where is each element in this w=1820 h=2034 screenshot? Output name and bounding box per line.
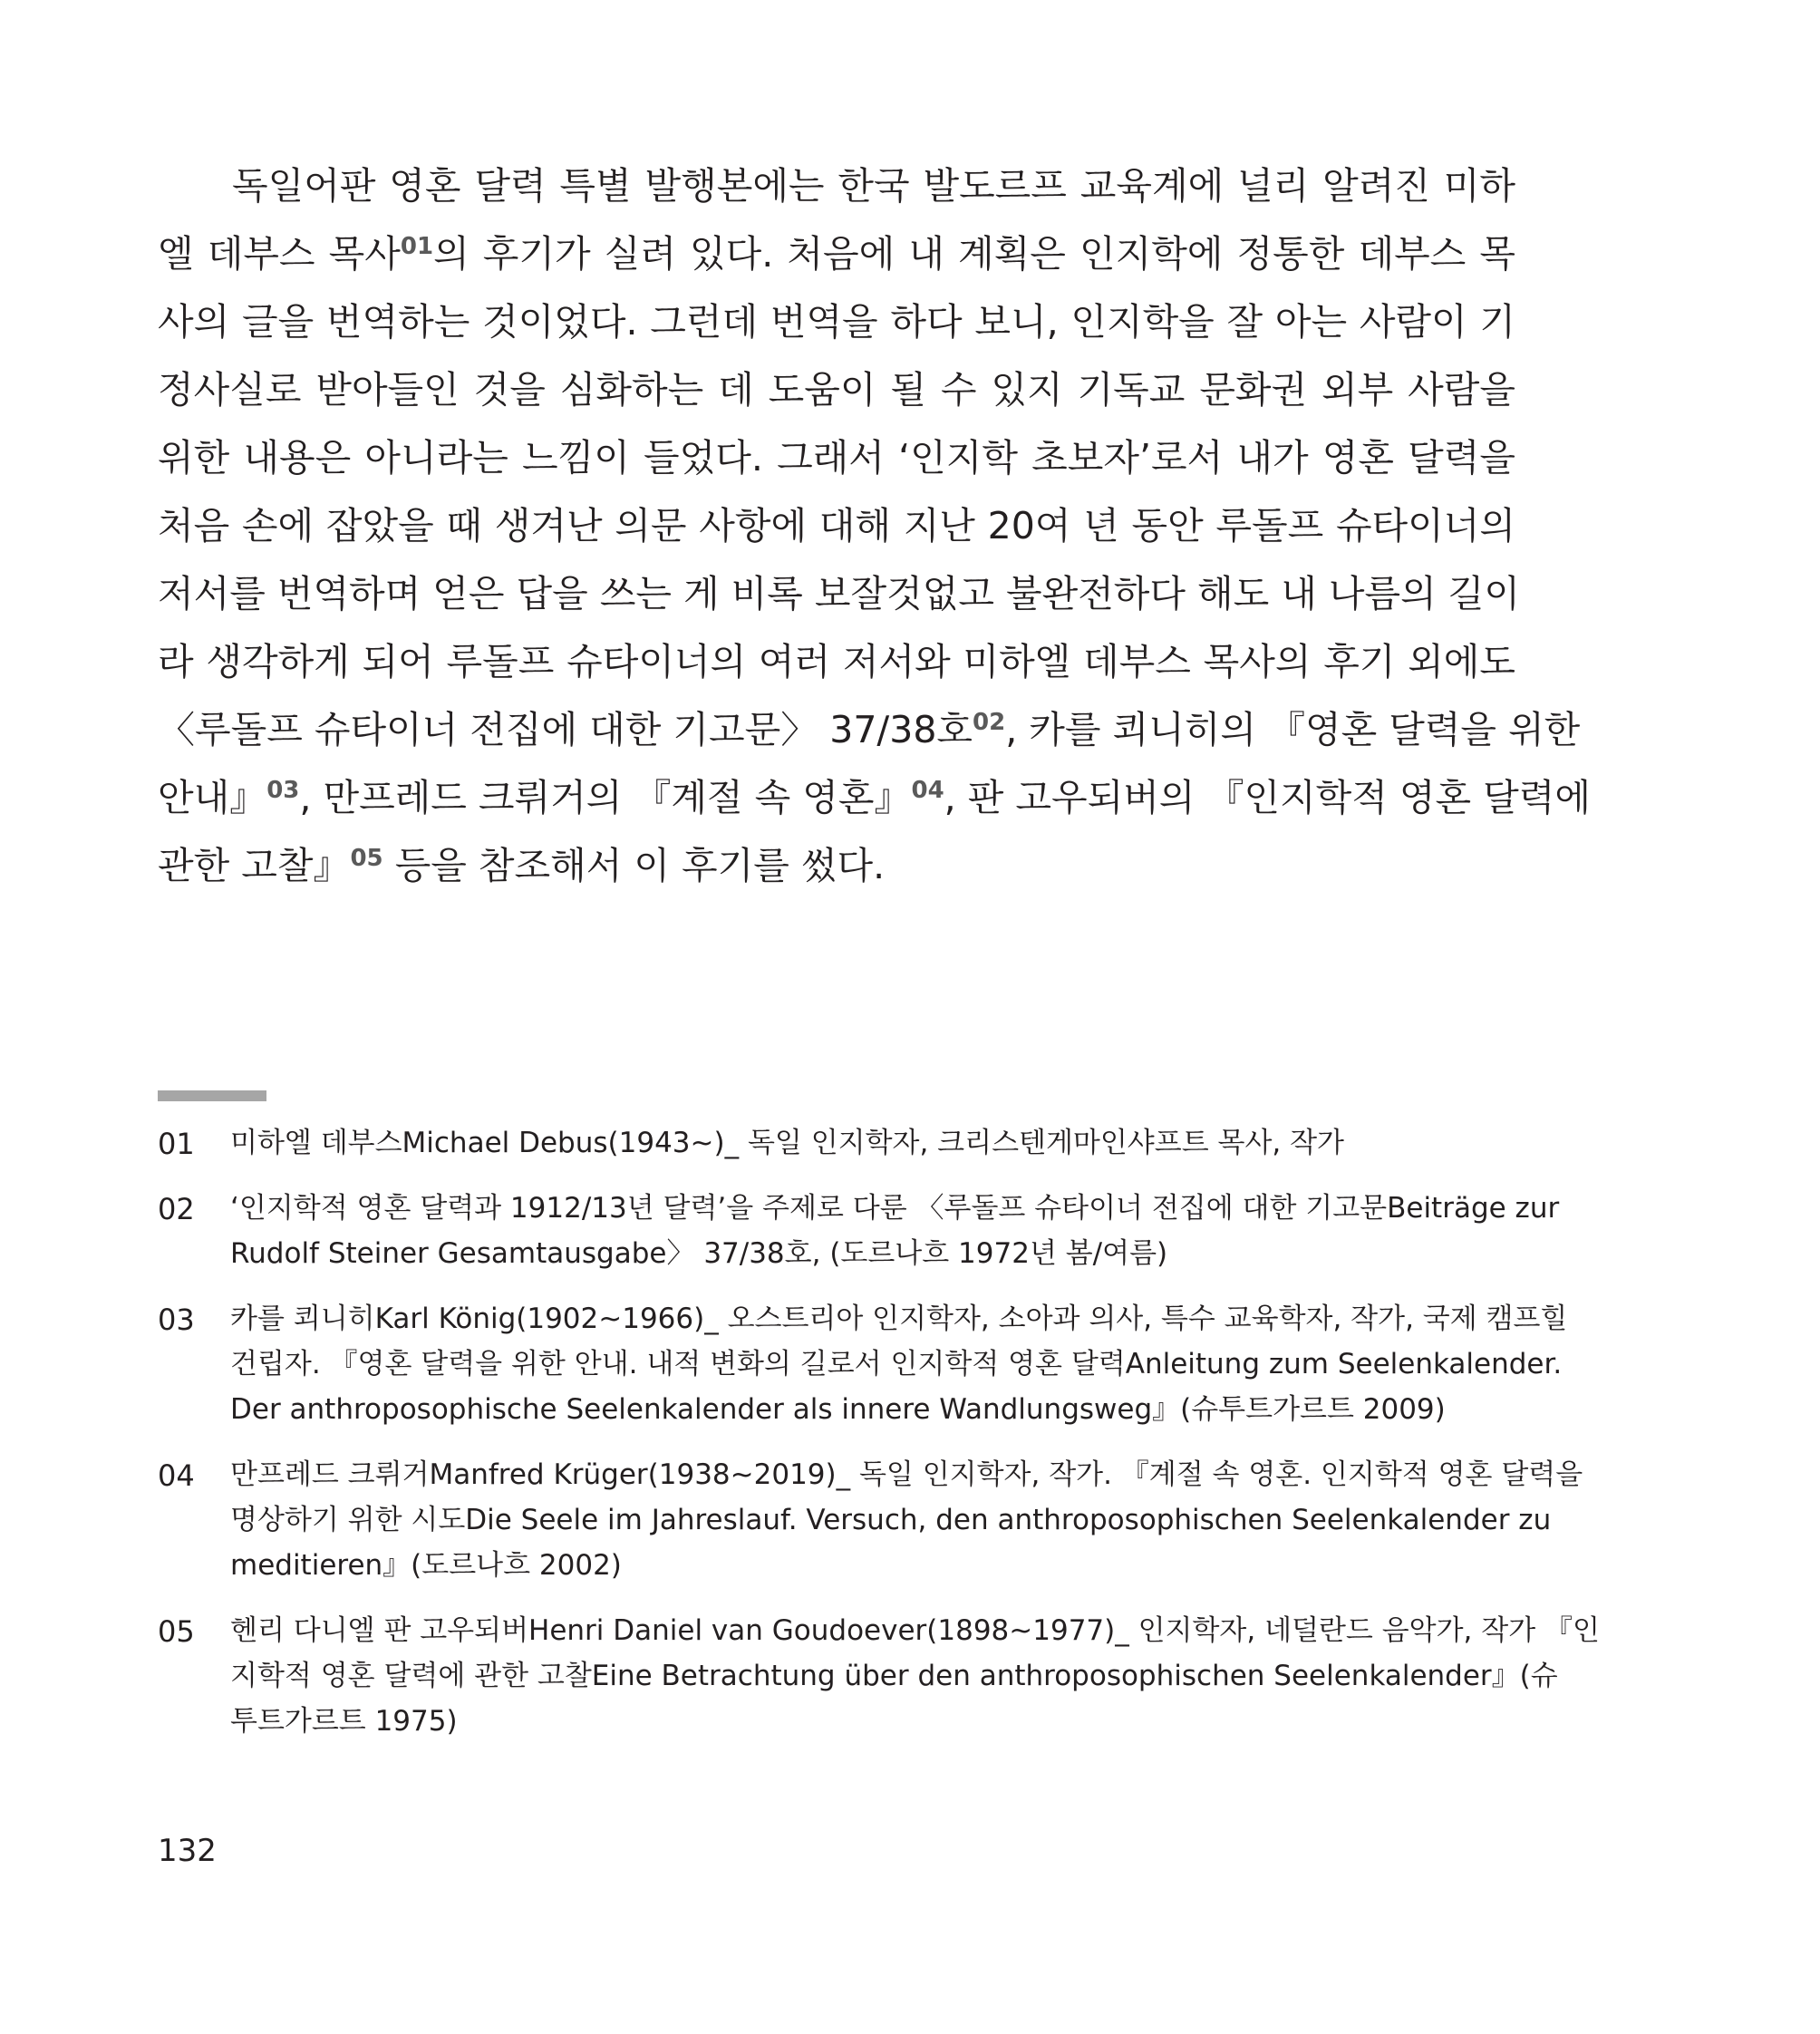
body-line-1: 독일어판 영혼 달력 특별 발행본에는 한국 발도르프 교육계에 널리 알려진 미하 xyxy=(232,164,1515,208)
body-line-9: 〈루돌프 슈타이너 전집에 대한 기고문〉 37/38호$^{02}$, 카를 쾨니히의 『영혼 달력을 위한 xyxy=(158,708,1581,751)
body-line-7: 저서를 번역하며 얻은 답을 쓰는 게 비록 보잘것없고 불완전하다 해도 내 나름의 길이 xyxy=(158,572,1520,615)
footnote-number: 05 xyxy=(158,1614,195,1649)
footnote-line: 투트가르트 1975) xyxy=(230,1705,458,1738)
footnote-line: 명상하기 위한 시도Die Seele im Jahreslauf. Versuch, den anthroposophischen Seelenkalender zu xyxy=(230,1504,1552,1536)
footnote-line: Rudolf Steiner Gesamtausgabe〉 37/38호, (도르나흐 1972년 봄/여름) xyxy=(230,1237,1168,1270)
footnote-number: 01 xyxy=(158,1127,195,1161)
body-line-5: 위한 내용은 아니라는 느낌이 들었다. 그래서 ‘인지학 초보자’로서 내가 영혼 달력을 xyxy=(158,436,1515,479)
footnote-04 xyxy=(158,1452,1583,1588)
footnote-line: 만프레드 크뤼거Manfred Krüger(1938~2019)_ 독일 인지학자, 작가. 『계절 속 영혼. 인지학적 영혼 달력을 xyxy=(230,1458,1583,1491)
footnote-line: 헨리 다니엘 판 고우되버Henri Daniel van Goudoever(1898~1977)_ 인지학자, 네덜란드 음악가, 작가 『인 xyxy=(230,1614,1600,1647)
footnote-number: 04 xyxy=(158,1458,195,1493)
footnote-ref-01[interactable]: 01 xyxy=(400,233,434,260)
footnote-05 xyxy=(158,1608,1600,1744)
footnote-line: Der anthroposophische Seelenkalender als innere Wandlungsweg』(슈투트가르트 2009) xyxy=(230,1393,1446,1426)
body-line-2: 엘 데부스 목사$^{01}$의 후기가 실려 있다. 처음에 내 계획은 인지학에 정통한 데부스 목 xyxy=(158,232,1515,276)
footnote-line: 미하엘 데부스Michael Debus(1943~)_ 독일 인지학자, 크리스텐게마인샤프트 목사, 작가 xyxy=(230,1127,1344,1159)
footnote-ref-05[interactable]: 05 xyxy=(350,845,383,872)
footnote-03 xyxy=(158,1296,1568,1432)
footnote-number: 02 xyxy=(158,1192,195,1226)
footnote-line: 지학적 영혼 달력에 관한 고찰Eine Betrachtung über den anthroposophischen Seelenkalender』(슈 xyxy=(230,1660,1558,1692)
body-line-11: 관한 고찰』$^{05}$ 등을 참조해서 이 후기를 썼다. xyxy=(158,844,886,887)
footnote-number: 03 xyxy=(158,1303,195,1337)
footnote-02 xyxy=(158,1186,1560,1276)
body-line-10: 안내』$^{03}$, 만프레드 크뤼거의 『계절 속 영혼』$^{04}$, 판 고우되버의 『인지학적 영혼 달력에 xyxy=(158,776,1591,819)
footnote-line: 카를 쾨니히Karl König(1902~1966)_ 오스트리아 인지학자, 소아과 의사, 특수 교육학자, 작가, 국제 캠프힐 xyxy=(230,1303,1568,1335)
body-text xyxy=(158,152,1591,900)
footnote-line: meditieren』(도르나흐 2002) xyxy=(230,1549,622,1582)
footnote-ref-04[interactable]: 04 xyxy=(911,777,944,804)
footnotes xyxy=(158,1120,1600,1764)
body-line-6: 처음 손에 잡았을 때 생겨난 의문 사항에 대해 지난 20여 년 동안 루돌프 슈타이너의 xyxy=(158,504,1515,547)
page-number: 132 xyxy=(158,1833,217,1869)
footnote-divider xyxy=(158,1090,266,1101)
footnote-01 xyxy=(158,1120,1515,1166)
footnote-line: 건립자. 『영혼 달력을 위한 안내. 내적 변화의 길로서 인지학적 영혼 달력Anleitung zum Seelenkalender. xyxy=(230,1348,1563,1380)
footnote-ref-02[interactable]: 02 xyxy=(973,709,1006,736)
footnote-ref-03[interactable]: 03 xyxy=(266,777,300,804)
footnote-line: ‘인지학적 영혼 달력과 1912/13년 달력’을 주제로 다룬 〈루돌프 슈타이너 전집에 대한 기고문Beiträge zur xyxy=(230,1192,1560,1225)
body-line-3: 사의 글을 번역하는 것이었다. 그런데 번역을 하다 보니, 인지학을 잘 아는 사람이 기 xyxy=(158,300,1515,344)
body-line-8: 라 생각하게 되어 루돌프 슈타이너의 여러 저서와 미하엘 데부스 목사의 후기 외에도 xyxy=(158,640,1515,683)
body-line-4: 정사실로 받아들인 것을 심화하는 데 도움이 될 수 있지 기독교 문화권 외부 사람을 xyxy=(158,368,1515,412)
